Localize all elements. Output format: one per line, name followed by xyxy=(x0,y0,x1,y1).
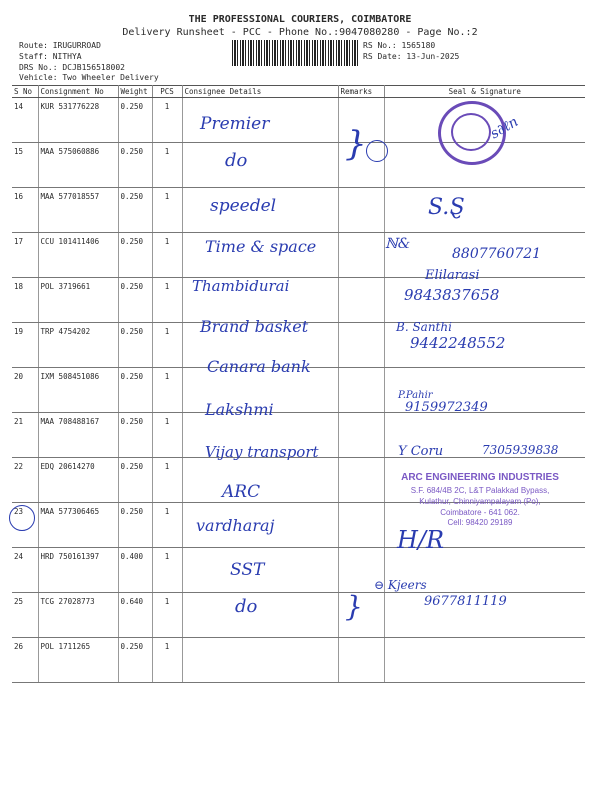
row-sno: 15 xyxy=(12,143,38,188)
row-remarks xyxy=(338,458,384,503)
col-sno: S No xyxy=(12,86,38,98)
row-consignee xyxy=(182,143,338,188)
table-row xyxy=(12,638,585,683)
hw-consignee-24: vardharaj xyxy=(196,516,275,535)
row-weight: 0.250 xyxy=(118,323,152,368)
row-pcs: 1 xyxy=(152,233,182,278)
row-consignment: IXM 508451086 xyxy=(38,368,118,413)
rs-number: RS No.: 1565180 xyxy=(363,41,436,50)
signature-14: ѕ∂ℓn xyxy=(487,113,522,143)
row-consignee xyxy=(182,638,338,683)
row-pcs: 1 xyxy=(152,188,182,233)
stamp-phone: Cell: 98420 29189 xyxy=(447,518,513,527)
row-consignment: CCU 101411406 xyxy=(38,233,118,278)
rs-date: RS Date: 13-Jun-2025 xyxy=(363,52,460,61)
hw-consignee-25: SST xyxy=(230,560,265,580)
table-header xyxy=(12,86,585,98)
row-weight: 0.250 xyxy=(118,458,152,503)
row-remarks xyxy=(338,188,384,233)
row-weight: 0.250 xyxy=(118,143,152,188)
row-sno: 20 xyxy=(12,368,38,413)
row-consignment: TRP 4754202 xyxy=(38,323,118,368)
row-pcs: 1 xyxy=(152,143,182,188)
vehicle-label: Vehicle: Two Wheeler Delivery xyxy=(19,73,159,82)
row-weight: 0.250 xyxy=(118,188,152,233)
remarks-circle xyxy=(366,140,388,162)
remarks-brace-26: } xyxy=(345,590,363,623)
row-weight: 0.640 xyxy=(118,593,152,638)
table-row xyxy=(12,548,585,593)
row-signature xyxy=(384,188,585,233)
col-signature: Seal & Signature xyxy=(384,86,585,98)
drs-number: DRS No.: DCJB156518002 xyxy=(19,63,125,72)
row-sno: 17 xyxy=(12,233,38,278)
stamp-address-3: Coimbatore - 641 062. xyxy=(440,508,520,517)
row-remarks xyxy=(338,368,384,413)
signature-18-phone: 9843837658 xyxy=(404,286,500,304)
row-consignment: MAA 575060886 xyxy=(38,143,118,188)
row-remarks xyxy=(338,638,384,683)
row-sno: 22 xyxy=(12,458,38,503)
row-consignment: HRD 750161397 xyxy=(38,548,118,593)
hw-consignee-20: Canara bank xyxy=(207,357,311,376)
signature-18-name: Elilarasi xyxy=(425,268,480,283)
stamp-company-name: ARC ENGINEERING INDUSTRIES xyxy=(401,472,559,483)
row-pcs: 1 xyxy=(152,413,182,458)
row-consignment: MAA 577018557 xyxy=(38,188,118,233)
stamp-address-1: S.F. 684/4B 2C, L&T Palakkad Bypass, xyxy=(410,486,550,495)
row-sno: 25 xyxy=(12,593,38,638)
row-sno: 26 xyxy=(12,638,38,683)
remarks-brace: } xyxy=(345,124,367,164)
row-consignment: POL 1711265 xyxy=(38,638,118,683)
col-weight: Weight xyxy=(118,86,152,98)
signature-19-name: B. Santhi xyxy=(396,320,452,334)
row-weight: 0.250 xyxy=(118,98,152,143)
row-consignment: KUR 531776228 xyxy=(38,98,118,143)
signature-17-mark: ℕ& xyxy=(385,236,411,252)
row-remarks xyxy=(338,233,384,278)
signature-22-phone: 7305939838 xyxy=(482,443,559,457)
row-consignment: MAA 708488167 xyxy=(38,413,118,458)
row-pcs: 1 xyxy=(152,638,182,683)
hw-consignee-16: speedel xyxy=(210,196,277,216)
signature-24: H/R xyxy=(397,526,445,554)
row-pcs: 1 xyxy=(152,458,182,503)
hw-consignee-15: do xyxy=(225,150,248,171)
sno-24-circle xyxy=(9,505,35,531)
row-sno: 14 xyxy=(12,98,38,143)
signature-16: S.Ȿ xyxy=(428,195,465,220)
row-consignment: MAA 577306465 xyxy=(38,503,118,548)
hw-consignee-17: Time & space xyxy=(205,237,317,256)
signature-26-mark: ⊖ Kjeers xyxy=(374,578,427,592)
row-sno: 19 xyxy=(12,323,38,368)
row-remarks xyxy=(338,323,384,368)
row-weight: 0.250 xyxy=(118,503,152,548)
row-sno: 24 xyxy=(12,548,38,593)
row-pcs: 1 xyxy=(152,593,182,638)
row-remarks xyxy=(338,278,384,323)
row-sno: 23 xyxy=(12,503,38,548)
stamp-address-2: Kulathur, Chinniyampalayam (Po), xyxy=(419,497,541,506)
row-pcs: 1 xyxy=(152,98,182,143)
col-consignee: Consignee Details xyxy=(182,86,338,98)
row-weight: 0.250 xyxy=(118,638,152,683)
row-remarks xyxy=(338,503,384,548)
signature-26-phone: 9677811119 xyxy=(424,594,507,609)
signature-19-phone: 9442248552 xyxy=(410,334,506,352)
row-weight: 0.250 xyxy=(118,413,152,458)
barcode xyxy=(232,40,358,66)
row-pcs: 1 xyxy=(152,323,182,368)
table-row xyxy=(12,188,585,233)
row-consignee xyxy=(182,593,338,638)
hw-consignee-26: do xyxy=(235,596,258,617)
row-consignment: EDQ 20614270 xyxy=(38,458,118,503)
hw-consignee-14: Premier xyxy=(200,114,270,134)
col-pcs: PCS xyxy=(152,86,182,98)
row-sno: 21 xyxy=(12,413,38,458)
row-weight: 0.250 xyxy=(118,368,152,413)
hw-consignee-23: ARC xyxy=(222,482,261,502)
hw-consignee-18: Thambidurai xyxy=(192,277,290,295)
col-consignment: Consignment No xyxy=(38,86,118,98)
route-label: Route: IRUGURROAD xyxy=(19,41,101,50)
row-pcs: 1 xyxy=(152,503,182,548)
row-sno: 18 xyxy=(12,278,38,323)
hw-consignee-19: Brand basket xyxy=(200,317,309,336)
row-signature xyxy=(384,638,585,683)
row-weight: 0.250 xyxy=(118,233,152,278)
row-weight: 0.250 xyxy=(118,278,152,323)
signature-21-name: P.Pahir xyxy=(398,390,433,401)
row-pcs: 1 xyxy=(152,368,182,413)
seal-inner xyxy=(451,113,491,151)
company-title: THE PROFESSIONAL COURIERS, COIMBATORE xyxy=(188,14,412,25)
staff-label: Staff: NITHYA xyxy=(19,52,82,61)
hw-consignee-21: Lakshmi xyxy=(205,400,274,419)
signature-22-mark: Y Coru xyxy=(398,444,444,459)
row-sno: 16 xyxy=(12,188,38,233)
col-remarks: Remarks xyxy=(338,86,384,98)
signature-17-phone: 8807760721 xyxy=(452,246,542,262)
row-remarks xyxy=(338,413,384,458)
row-weight: 0.400 xyxy=(118,548,152,593)
hw-consignee-22: Vijay transport xyxy=(205,443,319,461)
row-pcs: 1 xyxy=(152,278,182,323)
signature-21-phone: 9159972349 xyxy=(405,400,488,415)
row-consignment: POL 3719661 xyxy=(38,278,118,323)
row-consignment: TCG 27028773 xyxy=(38,593,118,638)
runsheet-subtitle: Delivery Runsheet - PCC - Phone No.:9047080280 - Page No.:2 xyxy=(122,27,478,38)
row-pcs: 1 xyxy=(152,548,182,593)
